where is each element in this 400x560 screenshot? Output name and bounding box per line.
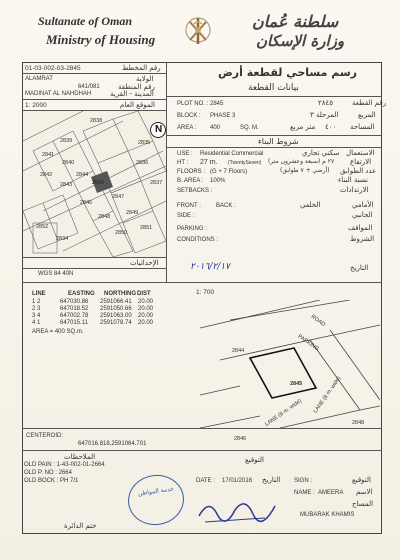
- coord-cell: 1 2: [32, 299, 41, 305]
- back-label: BACK :: [216, 203, 236, 209]
- floors-value: (G + 7 Floors): [210, 169, 248, 175]
- header-title-ar-2: وزارة الإسكان: [256, 32, 345, 50]
- coord-cell: 2591050.66: [100, 306, 132, 312]
- city-ar: المدينة - القرية: [110, 90, 154, 98]
- detail-scale: 1: 700: [196, 289, 215, 296]
- plot-no-value: 2845: [210, 101, 224, 107]
- coord-cell: 647002.78: [60, 313, 89, 319]
- height-extra: (TwentySeven): [228, 160, 262, 166]
- north-arrow-icon: N: [150, 122, 166, 138]
- building-area-label: B. AREA :: [177, 178, 204, 184]
- col-header-northing: NORTHING: [104, 291, 136, 297]
- stamp-text: خدمة المواطن: [137, 485, 175, 498]
- plot-data-subtitle-ar: بيانات القطعة: [248, 83, 299, 93]
- wilayat-ar: الولاية: [136, 75, 154, 83]
- survey-title-ar: رسم مساحي لقطعة أرض: [218, 66, 357, 79]
- block-ar-label: المربع: [358, 111, 376, 119]
- use-value: Residential Commercial: [200, 151, 264, 157]
- frame-divider-horizontal: [22, 282, 382, 283]
- parcel-label: 2839: [60, 138, 73, 144]
- front-label: FRONT :: [177, 203, 201, 209]
- parcel-label: 2844: [76, 172, 89, 178]
- height-value: 27 m.: [200, 159, 218, 166]
- area-ar-unit: متر مربع: [290, 123, 316, 131]
- frame-divider-vertical: [166, 62, 167, 282]
- coord-cell: 20.00: [138, 313, 154, 319]
- block-ar-value: المرحلة ٣: [310, 111, 339, 119]
- detail-label: 2846: [234, 436, 247, 442]
- name-value: AMEERA: [318, 490, 344, 496]
- area-unit: SQ. M.: [240, 125, 259, 131]
- floors-ar-label: عدد الطوابق: [340, 167, 377, 175]
- coord-cell: 20.00: [138, 306, 154, 312]
- coord-cell: 647018.52: [60, 306, 89, 312]
- notes-divider: [22, 450, 382, 451]
- parcel-label: 2843: [60, 182, 73, 188]
- area-code-ar: رقم المنطقة: [118, 83, 155, 91]
- parking-label: PARKING :: [177, 226, 207, 232]
- setbacks-ar-label: الارتدادات: [340, 186, 369, 194]
- row-line: [166, 96, 382, 97]
- oman-emblem-icon: [182, 14, 214, 52]
- height-ar-value: ٢٧ م (سبعة وعشرون متر): [268, 158, 335, 165]
- row-line: [166, 147, 382, 148]
- header-title-en-2: Ministry of Housing: [46, 32, 156, 47]
- old-pain: OLD PAIN : 1-43-002-01-2664: [24, 462, 105, 468]
- coord-cell: 2591063.00: [100, 313, 132, 319]
- date-ar: التاريخ: [262, 476, 281, 484]
- block-label: BLOCK :: [177, 113, 201, 119]
- setbacks-label: SETBACKS :: [177, 188, 213, 194]
- seal-ar: ختم الدائرة: [64, 522, 97, 530]
- parcel-label: 2836: [136, 160, 149, 166]
- parcel-label: 2835: [138, 140, 151, 146]
- area-ar-label: المساحة: [350, 123, 375, 131]
- height-label: HT :: [177, 160, 189, 166]
- name-ar: الاسم: [356, 488, 373, 496]
- side-label: SIDE :: [177, 213, 195, 219]
- header-title-ar-1: سلطنة عُمان: [252, 12, 339, 31]
- coord-cell: 3 4: [32, 313, 41, 319]
- detail-label-selected: 2845: [290, 381, 303, 387]
- parcel-label: 2847: [112, 194, 125, 200]
- plan-number-ar: رقم المخطط: [122, 64, 161, 72]
- building-conditions-ar: شروط البناء: [258, 137, 299, 146]
- parcel-label: 2841: [42, 152, 55, 158]
- old-block: OLD BOCK : PH 7/1: [24, 478, 79, 484]
- parcel-label: 2850: [115, 230, 128, 236]
- parcel-label: 2834: [56, 236, 69, 242]
- plot-no-label: PLOT NO. :: [177, 101, 209, 107]
- floors-label: FLOORS :: [177, 169, 206, 175]
- row-line: [166, 135, 382, 136]
- signature-ar-label: التوقيع: [245, 456, 264, 464]
- parcel-label: 2849: [126, 210, 139, 216]
- date-ar-label: التاريخ: [350, 264, 369, 272]
- back-ar-label: الخلفي: [300, 201, 321, 209]
- coord-cell: 647030.86: [60, 299, 89, 305]
- use-label: USE :: [177, 151, 193, 157]
- lane-label: LANE (8 m. wide): [312, 375, 343, 415]
- plan-number: 01-03-002-03-2845: [25, 65, 81, 72]
- side-ar-label: الجانبي: [352, 211, 373, 219]
- row-line: [22, 99, 166, 100]
- wilayat-en: ALAMRAT: [25, 76, 53, 82]
- floors-ar-value: (أرضي + ٧ طوابق): [280, 167, 330, 174]
- area-value: 400: [210, 125, 221, 131]
- area-summary: AREA = 400 SQ.m.: [32, 329, 84, 335]
- col-header-dist: DIST: [137, 291, 151, 297]
- row-line: [22, 268, 166, 269]
- handwritten-date: ٢٠١٦/٢/١٧: [190, 262, 230, 272]
- date-label: DATE :: [196, 478, 215, 484]
- conditions-label: CONDITIONS :: [177, 237, 219, 243]
- row-line: [22, 257, 166, 258]
- old-plot-no: OLD P. NO : 2664: [24, 470, 72, 476]
- notes-ar-label: الملاحظات: [64, 453, 96, 461]
- building-area-ar-label: نسبة البناء: [338, 176, 369, 184]
- centeroid-label: CENTEROID:: [26, 433, 64, 439]
- lane-label: LANE (8 m. wide): [264, 398, 303, 428]
- parcel-label: 2852: [36, 224, 49, 230]
- detail-label: 2848: [352, 420, 365, 426]
- building-area-value: 100%: [210, 178, 226, 184]
- col-header-easting: EASTING: [68, 291, 95, 297]
- plot-no-ar-value: ٢٨٤٥: [318, 99, 334, 107]
- parcel-label: 2848: [98, 214, 111, 220]
- parcel-label: 2838: [90, 118, 103, 124]
- block-value: PHASE 3: [210, 113, 236, 119]
- centeroid-value: 647016.818,2591064.701: [78, 441, 147, 447]
- surveyor-name: MUBARAK KHAMIS: [300, 512, 355, 518]
- height-ar-label: الارتفاع: [350, 158, 372, 166]
- coord-cell: 2591078.74: [100, 320, 132, 326]
- row-line: [22, 428, 382, 429]
- road-label: ROAD: [309, 313, 327, 329]
- parcel-label: 2842: [40, 172, 53, 178]
- use-ar-label: الاستعمال: [346, 149, 375, 157]
- subject-parcel: [250, 348, 316, 398]
- city-en: MADINAT AL NAHDHAH: [25, 91, 92, 97]
- row-line: [22, 73, 166, 74]
- parcel-label-selected: 2845: [92, 180, 105, 186]
- coord-cell: 20.00: [138, 320, 154, 326]
- header-title-en-1: Sultanate of Oman: [38, 14, 133, 28]
- sign-ar: التوقيع: [352, 476, 371, 484]
- parcel-label: 2851: [140, 225, 153, 231]
- handwritten-signature: [195, 488, 285, 528]
- parcel-label: 2840: [62, 160, 75, 166]
- location-scale: 1: 2000: [25, 102, 47, 109]
- col-header-line: LINE: [32, 291, 46, 297]
- name-label: NAME :: [294, 490, 315, 496]
- location-scale-ar: الموقع العام: [120, 101, 155, 109]
- wgs-label: WGS 84 40N: [38, 271, 74, 277]
- date-value: 17/01/2016: [222, 478, 253, 484]
- detail-label: 2844: [232, 348, 245, 354]
- coord-cell: 4 1: [32, 320, 41, 326]
- parcel-label: 2837: [150, 180, 163, 186]
- parking-strip-label: PARKING: [296, 333, 320, 353]
- coord-cell: 647015.11: [60, 320, 88, 326]
- coordinates-ar: الإحداثيات: [130, 259, 159, 267]
- area-code: 641/081: [78, 84, 100, 90]
- use-ar-value: سكني تجاري: [302, 149, 340, 157]
- coord-cell: 20.00: [138, 299, 154, 305]
- area-label: AREA :: [177, 125, 197, 131]
- area-ar-value: ٤٠٠: [325, 123, 337, 131]
- front-ar-label: الأمامي: [352, 201, 374, 209]
- coord-cell: 2 3: [32, 306, 41, 312]
- surveyor-ar: المساح: [352, 500, 374, 508]
- plot-no-ar-label: رقم القطعة: [352, 99, 387, 107]
- parking-ar-label: المواقف: [348, 224, 373, 232]
- parcel-label: 2846: [80, 200, 93, 206]
- coord-cell: 2591066.41: [100, 299, 132, 305]
- sign-label: SIGN :: [294, 478, 313, 484]
- conditions-ar-label: الشروط: [350, 235, 375, 243]
